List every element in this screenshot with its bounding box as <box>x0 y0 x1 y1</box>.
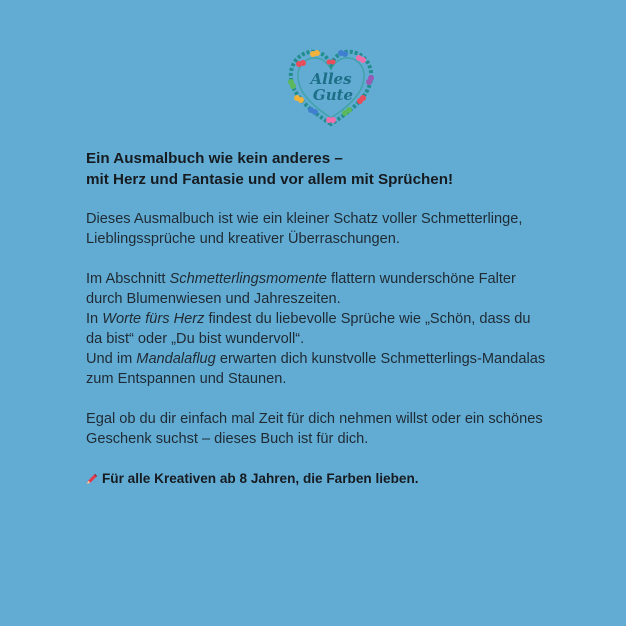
headline-line-2: mit Herz und Fantasie und vor allem mit Sprüchen! <box>86 171 454 188</box>
sections-paragraph <box>86 269 556 389</box>
section-3-title: Mandalaflug <box>136 351 216 367</box>
section-2-line-1: In Worte fürs Herz findest du liebevolle Sprüche wie „Schön, dass du <box>86 311 531 327</box>
closing-line-2: Geschenk suchst – dieses Buch ist für dich. <box>86 431 369 447</box>
headline-line-1: Ein Ausmalbuch wie kein anderes – <box>86 150 343 167</box>
section-1-line-1: Im Abschnitt Schmetterlingsmomente flattern wunderschöne Falter <box>86 271 516 287</box>
section-3-line-2: zum Entspannen und Staunen. <box>86 371 287 387</box>
svg-text:Gute: Gute <box>312 86 354 104</box>
headline <box>86 148 556 190</box>
heart-wreath-icon <box>283 44 379 130</box>
alles-gute-heart-logo <box>283 44 379 130</box>
closing-paragraph <box>86 409 556 449</box>
closing-line-1: Egal ob du dir einfach mal Zeit für dich nehmen willst oder ein schönes <box>86 411 543 427</box>
section-3-line-1: Und im Mandalaflug erwarten dich kunstvolle Schmetterlings-Mandalas <box>86 351 546 367</box>
section-1-title: Schmetterlingsmomente <box>169 271 327 287</box>
svg-text:Alles: Alles <box>310 70 352 88</box>
age-recommendation-text: Für alle Kreativen ab 8 Jahren, die Farben lieben. <box>102 471 419 486</box>
intro-line-2: Lieblingssprüche und kreativer Überraschungen. <box>86 231 400 247</box>
section-1-line-2: durch Blumenwiesen und Jahreszeiten. <box>86 291 341 307</box>
pencil-icon <box>86 473 98 485</box>
section-2-title: Worte fürs Herz <box>102 311 205 327</box>
description-text-block <box>86 148 556 489</box>
section-2-line-2: da bist“ oder „Du bist wundervoll“. <box>86 331 305 347</box>
intro-line-1: Dieses Ausmalbuch ist wie ein kleiner Schatz voller Schmetterlinge, <box>86 211 523 227</box>
intro-paragraph <box>86 209 556 249</box>
age-recommendation <box>86 469 556 489</box>
